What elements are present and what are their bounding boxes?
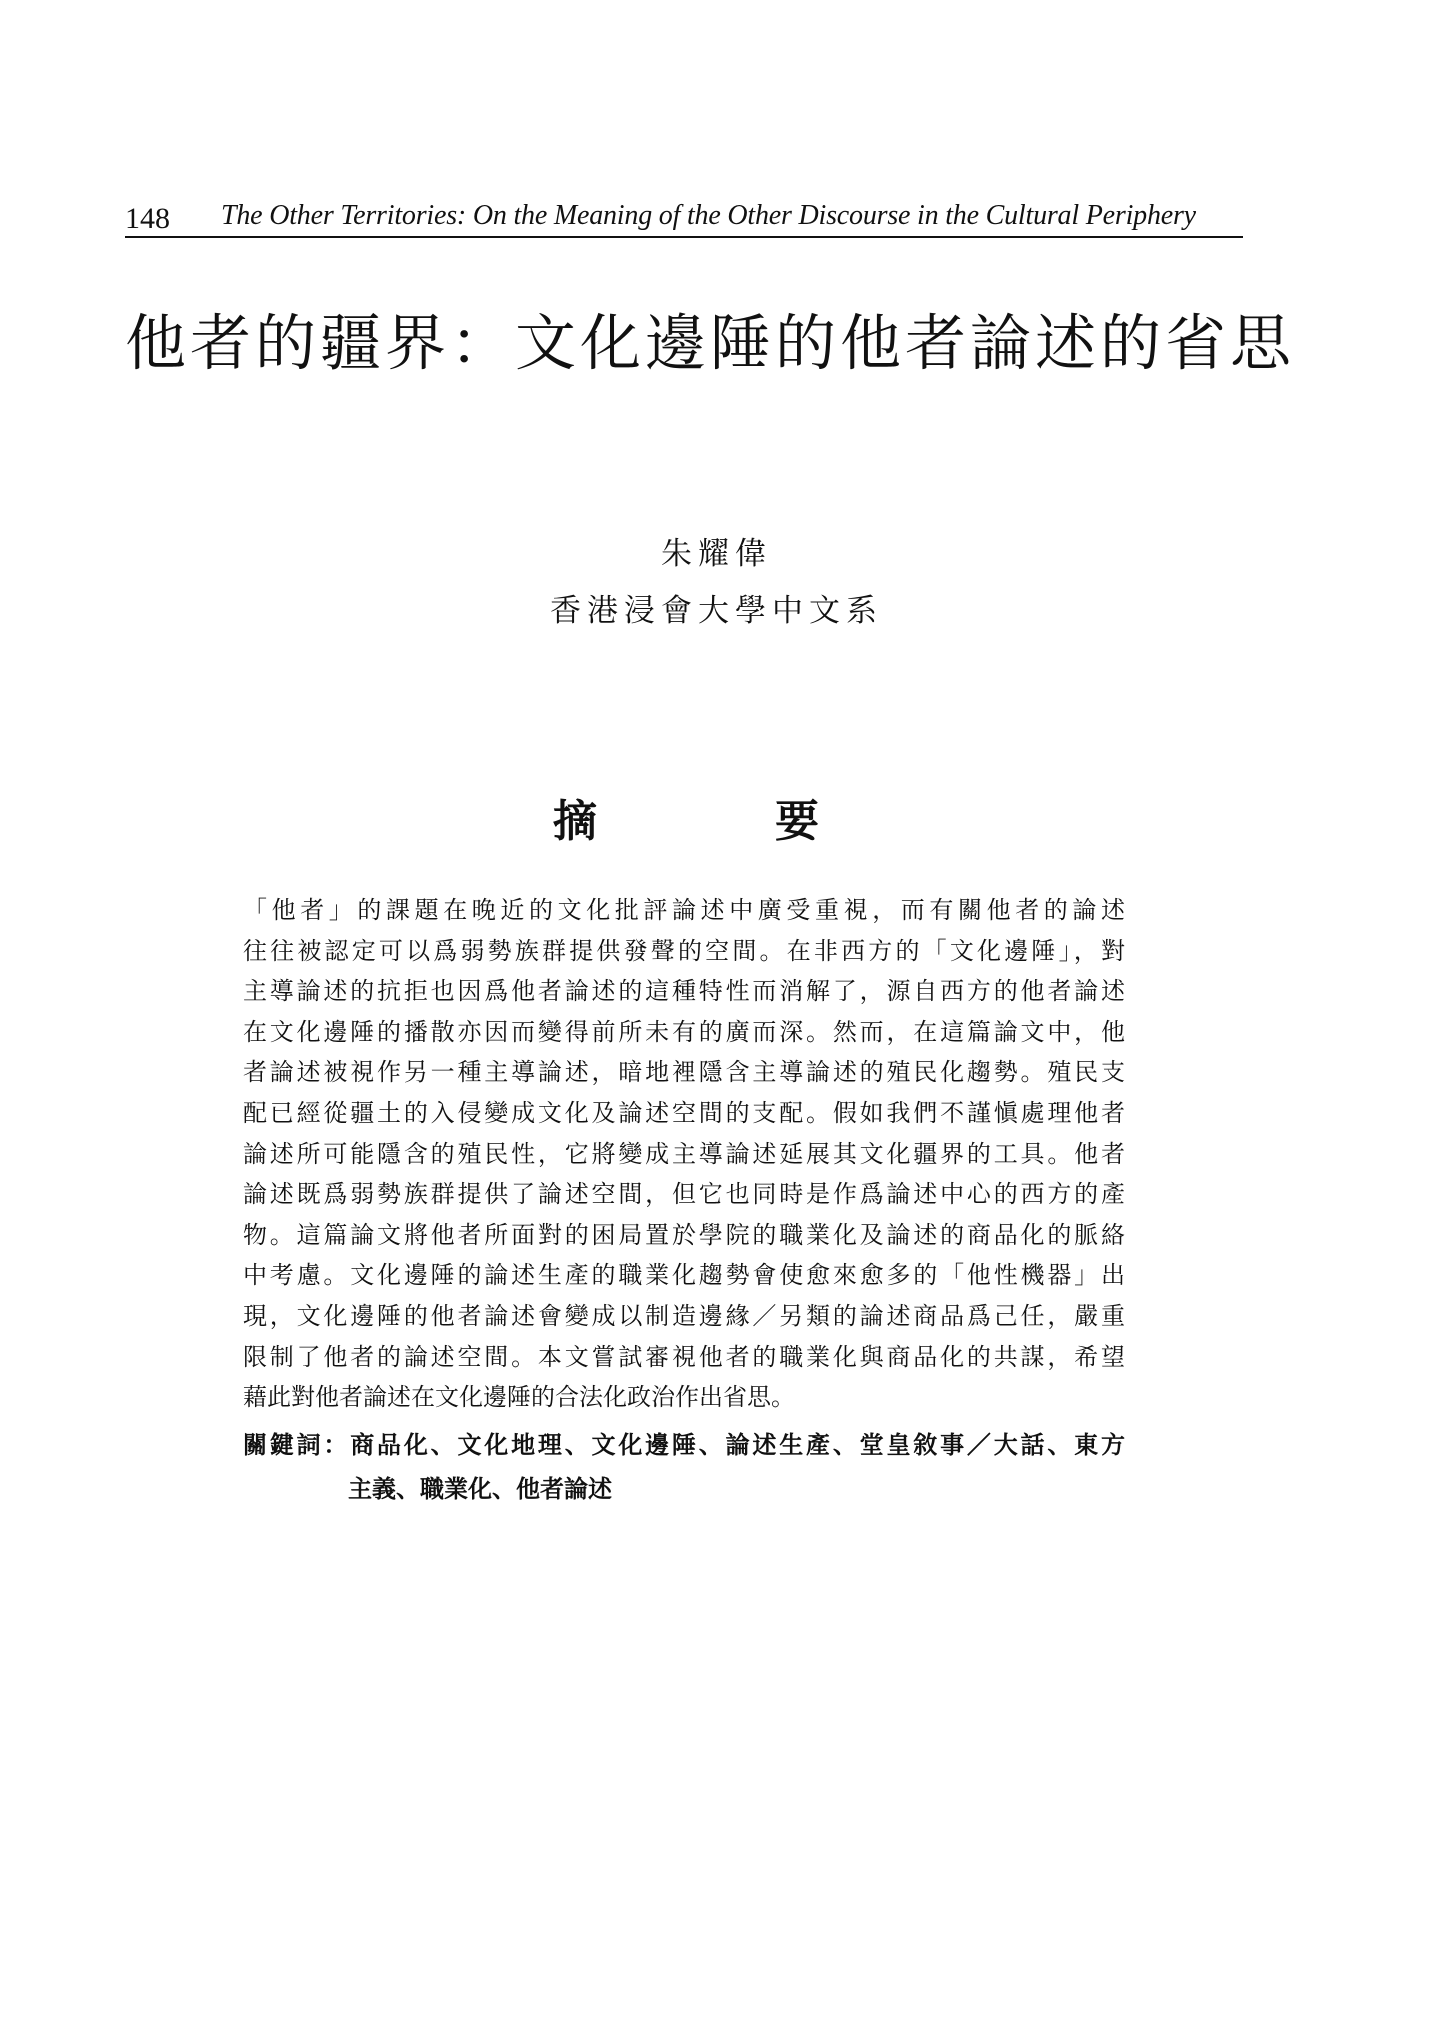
abstract-line: 配已經從疆土的入侵變成文化及論述空間的支配。假如我們不謹愼處理他者 — [243, 1098, 1125, 1127]
abstract-heading-char-1: 摘 — [553, 796, 597, 847]
keywords — [243, 1423, 1125, 1511]
abstract-line: 主導論述的抗拒也因爲他者論述的這種特性而消解了，源自西方的他者論述 — [243, 977, 1125, 1006]
keywords-line: 主義、職業化、他者論述 — [348, 1475, 612, 1503]
page-number: 148 — [125, 202, 170, 235]
journal-running-title: The Other Territories: On the Meaning of the Other Discourse in the Cultural Periphery — [221, 200, 1196, 231]
abstract-line: 現，文化邊陲的他者論述會變成以制造邊緣／另類的論述商品爲己任，嚴重 — [243, 1301, 1125, 1330]
abstract-line: 在文化邊陲的播散亦因而變得前所未有的廣而深。然而，在這篇論文中，他 — [243, 1017, 1125, 1046]
keywords-line: 關鍵詞：商品化、文化地理、文化邊陲、論述生產、堂皇敘事／大話、東方 — [243, 1431, 1125, 1459]
abstract-line: 中考慮。文化邊陲的論述生產的職業化趨勢會使愈來愈多的「他性機器」出 — [243, 1261, 1125, 1290]
abstract-body — [243, 890, 1125, 1418]
author-name: 朱耀偉 — [661, 536, 772, 572]
abstract-line: 物。這篇論文將他者所面對的困局置於學院的職業化及論述的商品化的脈絡 — [243, 1220, 1125, 1249]
abstract-line: 論述所可能隱含的殖民性，它將變成主導論述延展其文化疆界的工具。他者 — [243, 1139, 1125, 1168]
abstract-line: 限制了他者的論述空間。本文嘗試審視他者的職業化與商品化的共謀，希望 — [243, 1342, 1125, 1371]
abstract-line: 「他者」的課題在晚近的文化批評論述中廣受重視，而有關他者的論述 — [243, 896, 1125, 924]
article-title: 他者的疆界：文化邊陲的他者論述的省思 — [125, 308, 1296, 379]
author-affiliation: 香港浸會大學中文系 — [550, 593, 883, 629]
running-head — [125, 190, 1243, 238]
abstract-line: 論述既爲弱勢族群提供了論述空間，但它也同時是作爲論述中心的西方的產 — [243, 1180, 1125, 1209]
abstract-line: 藉此對他者論述在文化邊陲的合法化政治作出省思。 — [243, 1383, 795, 1412]
abstract-line: 往往被認定可以爲弱勢族群提供發聲的空間。在非西方的「文化邊陲」，對 — [243, 936, 1125, 965]
abstract-line: 者論述被視作另一種主導論述，暗地裡隱含主導論述的殖民化趨勢。殖民支 — [243, 1058, 1125, 1087]
abstract-heading-char-2: 要 — [775, 796, 819, 847]
